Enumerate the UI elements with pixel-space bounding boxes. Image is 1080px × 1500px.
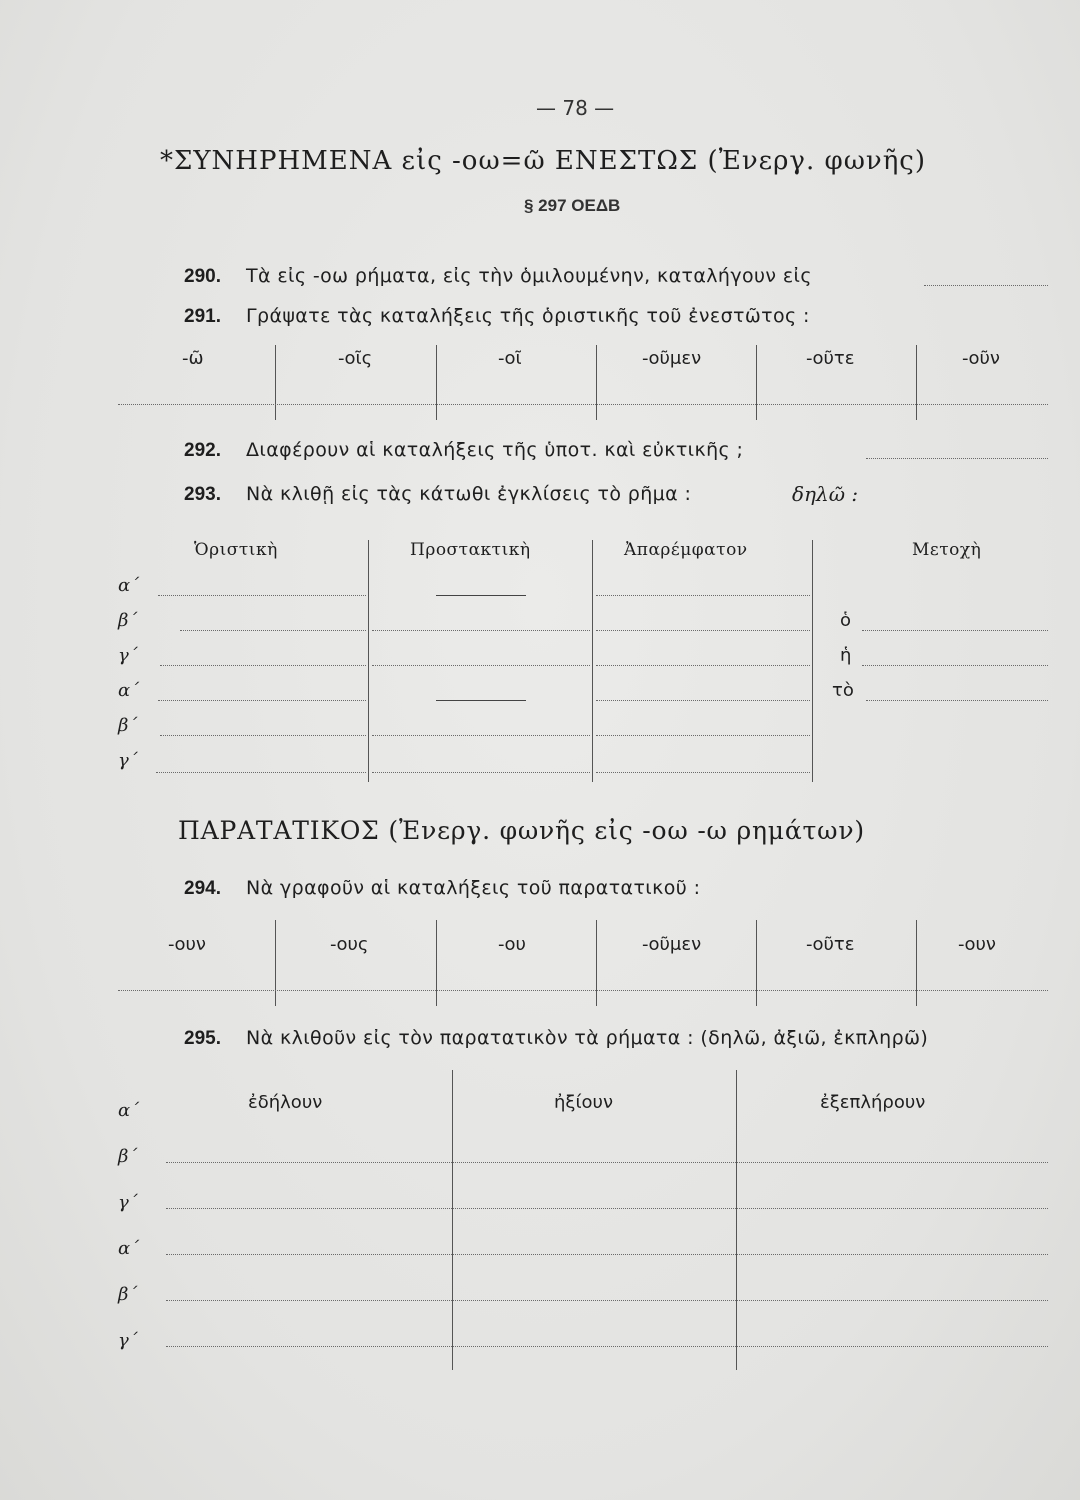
mood-header-infinitive: Ἀπαρέμφατον — [624, 540, 748, 560]
article-feminine: ἡ — [840, 645, 852, 666]
ending-present-3: -οῖ — [498, 348, 522, 369]
imperfect-endings-answer-line[interactable] — [118, 990, 1048, 991]
imperative-blank-dash — [436, 595, 526, 596]
section-title-imperfect: ΠΑΡΑΤΑΤΙΚΟΣ (Ἐνεργ. φωνῆς εἰς -οω -ω ρημάτων) — [178, 816, 865, 845]
indicative-answer-line[interactable] — [158, 595, 366, 596]
infinitive-answer-line[interactable] — [596, 630, 810, 631]
ending-imperfect-3: -ου — [498, 934, 526, 955]
ending-present-1: -ῶ — [182, 348, 204, 369]
q292-number: 292. — [184, 440, 221, 461]
q290-number: 290. — [184, 266, 221, 287]
article-masculine: ὁ — [840, 610, 852, 631]
ending-present-6: -οῦν — [962, 348, 1000, 369]
q293-number: 293. — [184, 484, 221, 505]
person-label: γ΄ — [118, 1192, 138, 1213]
q291-text: Γράψατε τὰς καταλήξεις τῆς ὁριστικῆς τοῦ ἐνεστῶτος : — [246, 305, 810, 327]
table-divider — [592, 540, 593, 782]
q290-text: Τὰ εἰς -οω ρήματα, εἰς τὴν ὁμιλουμένην, καταλήγουν εἰς — [246, 265, 812, 287]
infinitive-answer-line[interactable] — [596, 772, 810, 773]
q294-number: 294. — [184, 878, 221, 899]
table-divider — [736, 1070, 737, 1370]
divider — [756, 920, 757, 1006]
person-label: α΄ — [118, 1100, 140, 1121]
ending-imperfect-1: -ουν — [168, 934, 206, 955]
divider — [756, 345, 757, 420]
divider — [596, 920, 597, 1006]
indicative-answer-line[interactable] — [158, 700, 366, 701]
imperfect-answer-line[interactable] — [166, 1300, 1048, 1301]
divider — [275, 345, 276, 420]
q293-text: Νὰ κλιθῇ εἰς τὰς κάτωθι ἐγκλίσεις τὸ ρῆμα : — [246, 483, 692, 505]
person-label: α΄ — [118, 1238, 140, 1259]
q290-answer-line[interactable] — [924, 285, 1048, 286]
imperfect-form-axioo: ἠξίουν — [554, 1092, 614, 1113]
imperative-blank-dash — [436, 700, 526, 701]
indicative-answer-line[interactable] — [160, 665, 366, 666]
imperative-answer-line[interactable] — [372, 735, 590, 736]
present-endings-answer-line[interactable] — [118, 404, 1048, 405]
ending-present-2: -οῖς — [338, 348, 373, 369]
imperfect-answer-line[interactable] — [166, 1254, 1048, 1255]
person-label: β΄ — [118, 610, 138, 631]
ending-present-5: -οῦτε — [806, 348, 855, 369]
ending-imperfect-2: -ους — [330, 934, 369, 955]
q292-text: Διαφέρουν αἱ καταλήξεις τῆς ὑποτ. καὶ εὐκτικῆς ; — [246, 439, 744, 461]
mood-header-imperative: Προστακτικὴ — [410, 540, 531, 560]
divider — [436, 920, 437, 1006]
imperfect-form-ekplero: ἐξεπλήρουν — [820, 1092, 926, 1113]
q291-number: 291. — [184, 306, 221, 327]
participle-answer-line[interactable] — [866, 700, 1048, 701]
table-divider — [812, 540, 813, 782]
divider — [596, 345, 597, 420]
ending-imperfect-4: -οῦμεν — [642, 934, 702, 955]
q294-text: Νὰ γραφοῦν αἱ καταλήξεις τοῦ παρατατικοῦ : — [246, 877, 701, 899]
ending-present-4: -οῦμεν — [642, 348, 702, 369]
divider — [436, 345, 437, 420]
mood-header-participle: Μετοχὴ — [912, 540, 982, 560]
divider — [916, 345, 917, 420]
infinitive-answer-line[interactable] — [596, 665, 810, 666]
table-divider — [368, 540, 369, 782]
imperfect-answer-line[interactable] — [166, 1346, 1048, 1347]
divider — [916, 920, 917, 1006]
article-neuter: τὸ — [832, 680, 854, 701]
person-label: β΄ — [118, 1284, 138, 1305]
imperfect-form-deloo: ἐδήλουν — [248, 1092, 323, 1113]
infinitive-answer-line[interactable] — [596, 700, 810, 701]
page-number: — 78 — — [536, 96, 615, 120]
q292-answer-line[interactable] — [866, 458, 1048, 459]
q293-verb: δηλῶ : — [792, 482, 859, 506]
q295-text: Νὰ κλιθοῦν εἰς τὸν παρατατικὸν τὰ ρήματα : (δηλῶ, ἀξιῶ, ἐκπληρῶ) — [246, 1027, 929, 1049]
ending-imperfect-6: -ουν — [958, 934, 996, 955]
q295-number: 295. — [184, 1028, 221, 1049]
imperfect-answer-line[interactable] — [166, 1208, 1048, 1209]
imperative-answer-line[interactable] — [372, 665, 590, 666]
person-label: β΄ — [118, 1146, 138, 1167]
person-label: γ΄ — [118, 750, 138, 771]
infinitive-answer-line[interactable] — [596, 735, 810, 736]
ending-imperfect-5: -οῦτε — [806, 934, 855, 955]
mood-header-indicative: Ὁριστικὴ — [194, 540, 278, 560]
page-title: *ΣΥΝΗΡΗΜΕΝΑ εἰς -οω=ῶ ΕΝΕΣΤΩΣ (Ἐνεργ. φωνῆς) — [160, 146, 926, 176]
indicative-answer-line[interactable] — [160, 735, 366, 736]
imperative-answer-line[interactable] — [372, 630, 590, 631]
participle-answer-line[interactable] — [862, 630, 1048, 631]
person-label: α΄ — [118, 680, 140, 701]
person-label: α΄ — [118, 575, 140, 596]
indicative-answer-line[interactable] — [180, 630, 366, 631]
person-label: β΄ — [118, 715, 138, 736]
imperfect-answer-line[interactable] — [166, 1162, 1048, 1163]
person-label: γ΄ — [118, 645, 138, 666]
imperative-answer-line[interactable] — [372, 772, 590, 773]
divider — [275, 920, 276, 1006]
table-divider — [452, 1070, 453, 1370]
person-label: γ΄ — [118, 1330, 138, 1351]
infinitive-answer-line[interactable] — [596, 595, 810, 596]
participle-answer-line[interactable] — [862, 665, 1048, 666]
reference: § 297 ΟΕΔΒ — [524, 196, 621, 215]
indicative-answer-line[interactable] — [156, 772, 366, 773]
